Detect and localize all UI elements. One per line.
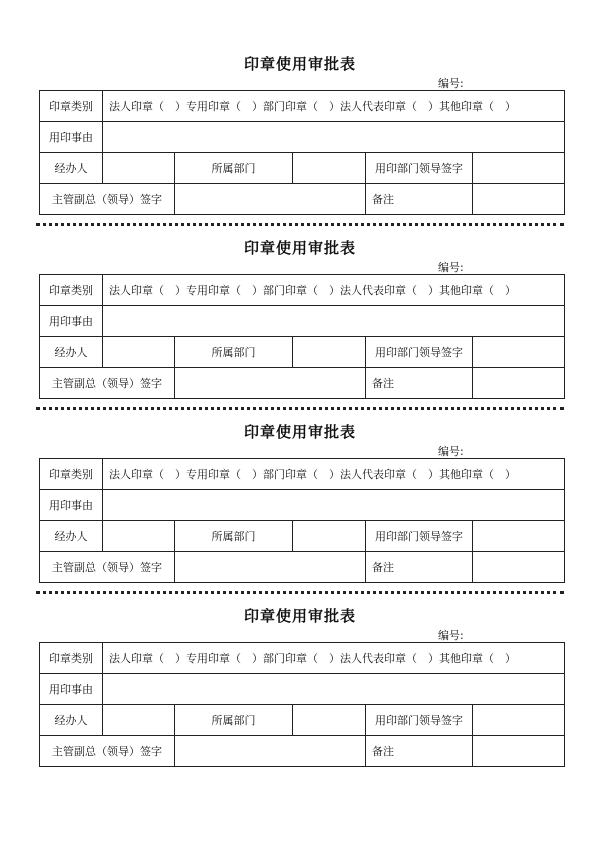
note-field[interactable] [473,184,565,215]
seal-type-option-other[interactable]: 其他印章（ ） [439,284,516,297]
vp-signature-field[interactable] [175,184,366,215]
handler-label: 经办人 [40,337,103,368]
handler-label: 经办人 [40,153,103,184]
seal-type-label: 印章类别 [40,275,103,306]
seal-type-option-dept[interactable]: 部门印章（ ） [263,100,340,113]
serial-number-label: 编号: [438,77,464,90]
vp-signature-label: 主管副总（领导）签字 [40,368,175,399]
seal-type-label: 印章类别 [40,643,103,674]
department-label: 所属部门 [175,337,293,368]
serial-number-label: 编号: [438,629,464,642]
seal-type-option-legal-rep[interactable]: 法人代表印章（ ） [340,652,439,665]
serial-number-label: 编号: [438,261,464,274]
seal-type-label: 印章类别 [40,459,103,490]
seal-type-option-dept[interactable]: 部门印章（ ） [263,284,340,297]
cut-line-divider [36,223,564,226]
approval-table [39,90,565,215]
note-field[interactable] [473,552,565,583]
form-title: 印章使用审批表 [243,55,356,73]
note-field[interactable] [473,368,565,399]
seal-type-options [103,459,565,490]
seal-type-label: 印章类别 [40,91,103,122]
seal-type-option-legal-rep[interactable]: 法人代表印章（ ） [340,100,439,113]
dept-leader-signature-field[interactable] [473,521,565,552]
department-field[interactable] [293,153,366,184]
vp-signature-label: 主管副总（领导）签字 [40,552,175,583]
dept-leader-signature-label: 用印部门领导签字 [366,153,473,184]
department-field[interactable] [293,521,366,552]
department-label: 所属部门 [175,705,293,736]
form-title: 印章使用审批表 [243,607,356,625]
seal-type-options [103,91,565,122]
reason-label: 用印事由 [40,306,103,337]
vp-signature-field[interactable] [175,368,366,399]
seal-type-options [103,275,565,306]
seal-type-option-dept[interactable]: 部门印章（ ） [263,652,340,665]
dept-leader-signature-field[interactable] [473,153,565,184]
seal-type-option-legal[interactable]: 法人印章（ ） [109,100,186,113]
seal-type-options [103,643,565,674]
cut-line-divider [36,591,564,594]
reason-label: 用印事由 [40,490,103,521]
seal-type-option-special[interactable]: 专用印章（ ） [186,284,263,297]
vp-signature-label: 主管副总（领导）签字 [40,184,175,215]
seal-type-option-other[interactable]: 其他印章（ ） [439,468,516,481]
dept-leader-signature-field[interactable] [473,705,565,736]
seal-type-option-legal[interactable]: 法人印章（ ） [109,468,186,481]
seal-type-option-dept[interactable]: 部门印章（ ） [263,468,340,481]
approval-table [39,642,565,767]
reason-field[interactable] [103,306,565,337]
department-field[interactable] [293,337,366,368]
seal-type-option-other[interactable]: 其他印章（ ） [439,652,516,665]
reason-field[interactable] [103,122,565,153]
note-field[interactable] [473,736,565,767]
vp-signature-label: 主管副总（领导）签字 [40,736,175,767]
note-label: 备注 [366,184,473,215]
handler-label: 经办人 [40,521,103,552]
handler-field[interactable] [103,705,175,736]
seal-type-option-legal-rep[interactable]: 法人代表印章（ ） [340,468,439,481]
seal-type-option-legal-rep[interactable]: 法人代表印章（ ） [340,284,439,297]
note-label: 备注 [366,552,473,583]
vp-signature-field[interactable] [175,736,366,767]
approval-table [39,274,565,399]
handler-label: 经办人 [40,705,103,736]
reason-label: 用印事由 [40,122,103,153]
form-title: 印章使用审批表 [243,239,356,257]
reason-field[interactable] [103,674,565,705]
dept-leader-signature-label: 用印部门领导签字 [366,705,473,736]
note-label: 备注 [366,736,473,767]
dept-leader-signature-label: 用印部门领导签字 [366,521,473,552]
reason-label: 用印事由 [40,674,103,705]
reason-field[interactable] [103,490,565,521]
department-label: 所属部门 [175,521,293,552]
handler-field[interactable] [103,521,175,552]
handler-field[interactable] [103,153,175,184]
dept-leader-signature-label: 用印部门领导签字 [366,337,473,368]
note-label: 备注 [366,368,473,399]
dept-leader-signature-field[interactable] [473,337,565,368]
handler-field[interactable] [103,337,175,368]
cut-line-divider [36,407,564,410]
serial-number-label: 编号: [438,445,464,458]
seal-type-option-legal[interactable]: 法人印章（ ） [109,284,186,297]
vp-signature-field[interactable] [175,552,366,583]
department-field[interactable] [293,705,366,736]
department-label: 所属部门 [175,153,293,184]
form-title: 印章使用审批表 [243,423,356,441]
seal-type-option-special[interactable]: 专用印章（ ） [186,100,263,113]
seal-type-option-legal[interactable]: 法人印章（ ） [109,652,186,665]
approval-table [39,458,565,583]
seal-type-option-special[interactable]: 专用印章（ ） [186,652,263,665]
seal-type-option-other[interactable]: 其他印章（ ） [439,100,516,113]
seal-type-option-special[interactable]: 专用印章（ ） [186,468,263,481]
